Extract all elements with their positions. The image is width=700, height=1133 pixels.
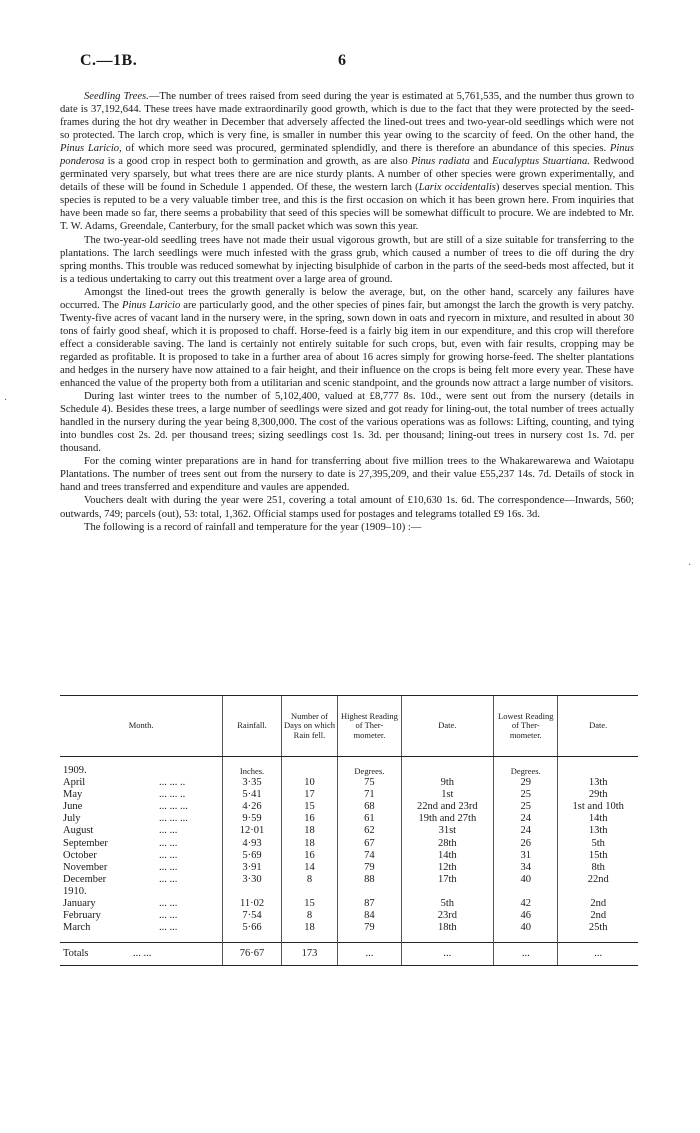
highest-reading-cell: 71 [338, 789, 401, 801]
empty-cell [401, 765, 493, 777]
lowest-reading-cell: 46 [494, 910, 558, 922]
table-row [60, 801, 638, 813]
lowest-reading-cell: 40 [494, 922, 558, 934]
highest-date-cell: 12th [401, 862, 493, 874]
paragraph [60, 90, 634, 234]
italic-term: Pinus Laricio, [60, 143, 122, 155]
month-cell [60, 777, 223, 789]
year-label: 1910. [63, 885, 87, 897]
rainfall-cell: 5·69 [223, 850, 281, 862]
empty-cell [223, 886, 281, 898]
rainfall-cell: 3·35 [223, 777, 281, 789]
rain-days-cell: 17 [281, 789, 337, 801]
highest-reading-cell: 79 [338, 922, 401, 934]
unit-lowest: Degrees. [494, 765, 558, 777]
lowest-date-cell: 1st and 10th [558, 801, 638, 813]
header-rain-days: Number of Days on which Rain fell. [281, 696, 337, 757]
highest-date-cell: 28th [401, 838, 493, 850]
text-run: The two-year-old seedling trees have not made their usual vigorous growth, but are still of a size suitable for transferring to the plantations. The larch seedlings were much infested with the grass grub, which caused a number of trees to die off during the dry spring months. This trouble was reduced somewhat by injecting bisulphide of carbon in the parts of the seed-beds most affected, but it is a tedious undertaking to carry out this treatment over a large area of ground. [60, 234, 634, 285]
lowest-date-cell: 13th [558, 777, 638, 789]
empty-cell [60, 934, 223, 943]
month-cell [60, 910, 223, 922]
year-row-1909 [60, 765, 638, 777]
header-low-date: Date. [558, 696, 638, 757]
text-run: is a good crop in respect both to germination and growth, as are also [104, 156, 412, 168]
empty-cell [401, 934, 493, 943]
unit-rainfall: Inches. [223, 765, 281, 777]
month-name: May [63, 789, 83, 801]
lowest-date-cell: 29th [558, 789, 638, 801]
month-cell [60, 838, 223, 850]
text-run: —The number of trees raised from seed during the year is estimated at 5,761,535, and the number thus grown to date is 37,192,644. These trees have made extraordinarily good growth, which is due to the fact that they were protected by the seed-frames during the hot dry weather in December that adversely affected the lined-out trees and two-year-old seedlings which were not so protected. The larch crop, which is very fine, is smaller in number this year owing to the scarcity of feed. On the other hand, the [60, 91, 634, 142]
totals-row [60, 943, 638, 966]
highest-reading-cell: 67 [338, 838, 401, 850]
lowest-date-cell: 2nd [558, 910, 638, 922]
table-row [60, 922, 638, 934]
leader-dots: ... ... .. [159, 789, 186, 801]
table-header-row [60, 696, 638, 757]
month-cell [60, 850, 223, 862]
rainfall-cell: 4·93 [223, 838, 281, 850]
month-name: August [63, 825, 94, 837]
month-name: December [63, 873, 107, 885]
leader-dots: ... ... ... [159, 813, 188, 825]
text-run: The following is a record of rainfall and temperature for the year (1909–10) :— [84, 521, 422, 533]
leader-dots: ... ... [159, 825, 178, 837]
empty-cell [494, 934, 558, 943]
highest-date-cell: 14th [401, 850, 493, 862]
lowest-date-cell: 5th [558, 838, 638, 850]
table-row [60, 874, 638, 886]
rainfall-cell: 4·26 [223, 801, 281, 813]
italic-term: Eucalyptus Stuartiana. [492, 156, 590, 168]
lowest-reading-cell: 25 [494, 801, 558, 813]
leader-dots: ... ... [159, 922, 178, 934]
rainfall-cell: 12·01 [223, 825, 281, 837]
leader-dots: ... ... .. [159, 777, 186, 789]
month-name: February [63, 910, 101, 922]
italic-term: Pinus radiata [411, 156, 470, 168]
italic-term: Seedling Trees. [84, 91, 149, 102]
empty-cell [401, 886, 493, 898]
page-number: 6 [338, 52, 346, 69]
empty-cell [338, 934, 401, 943]
highest-reading-cell: 87 [338, 898, 401, 910]
empty-cell [558, 934, 638, 943]
empty-cell [281, 886, 337, 898]
text-run: are particularly good, and the other species of pines fair, but amongst the larch the growth is very patchy. Twenty-five acres of vacant land in the nursery were, in the spring, sown down in oats and ryecorn in mixture, and resulted in about 30 tons of fairly good sheaf, which it is proposed to chaff. Horse-feed is a fairly big item in our expenditure, and this crop will therefore effect a considerable saving. The land is certainly not entirely suitable for such crops, but, even with fair results, cropping may be regarded as profitable. It is proposed to take in a further area of about 16 acres simply for growing horse-feed. The shelter plantations and hedges in the nursery have now attained to a fair height, and their influence on the crops is being felt more every year. These have enhanced the value of the property both from a utilitarian and scenic standpoint, and the grounds now attract a large number of visitors. [60, 299, 635, 390]
leader-dots: ... ... [159, 837, 178, 849]
text-run: Amongst the lined-out trees the growth generally is below the average, but, on the other hand, scarcely any failures have occurred. The [60, 286, 634, 311]
month-name: March [63, 922, 91, 934]
highest-reading-cell: 79 [338, 862, 401, 874]
highest-date-cell: 5th [401, 898, 493, 910]
month-name: June [63, 801, 83, 813]
lowest-reading-cell: 29 [494, 777, 558, 789]
highest-reading-cell: 68 [338, 801, 401, 813]
total-high-date: ... [401, 943, 493, 966]
rainfall-cell: 11·02 [223, 898, 281, 910]
rain-days-cell: 15 [281, 898, 337, 910]
lowest-reading-cell: 31 [494, 850, 558, 862]
lowest-date-cell: 15th [558, 850, 638, 862]
text-run: and [469, 156, 493, 168]
lowest-date-cell: 8th [558, 862, 638, 874]
italic-term: Pinus ponderosa [60, 143, 635, 168]
rain-days-cell: 15 [281, 801, 337, 813]
header-highest: Highest Reading of Ther-mometer. [338, 696, 401, 757]
rainfall-cell: 9·59 [223, 813, 281, 825]
rainfall-cell: 5·41 [223, 789, 281, 801]
lowest-date-cell: 14th [558, 813, 638, 825]
table-row [60, 850, 638, 862]
leader-dots: ... ... [159, 910, 178, 922]
document-reference: C.—1B. [80, 52, 138, 69]
italic-term: Pinus Laricio [121, 299, 181, 311]
empty-cell [223, 934, 281, 943]
table-row [60, 825, 638, 837]
total-highest: ... [338, 943, 401, 966]
lowest-reading-cell: 42 [494, 898, 558, 910]
highest-reading-cell: 61 [338, 813, 401, 825]
rain-days-cell: 10 [281, 777, 337, 789]
rainfall-table-wrapper [60, 695, 638, 966]
paragraph [60, 234, 634, 286]
leader-dots: ... ... [159, 873, 178, 885]
table-spacer-row [60, 934, 638, 943]
empty-cell [338, 886, 401, 898]
leader-dots: ... ... [159, 861, 178, 873]
total-low-date: ... [558, 943, 638, 966]
year-label: 1909. [63, 765, 87, 776]
month-cell [60, 825, 223, 837]
rain-days-cell: 8 [281, 910, 337, 922]
margin-mark: · [688, 560, 692, 571]
month-cell [60, 813, 223, 825]
rainfall-cell: 7·54 [223, 910, 281, 922]
rain-days-cell: 18 [281, 825, 337, 837]
leader-dots: ... ... [159, 849, 178, 861]
year-row-1910 [60, 886, 638, 898]
month-cell [60, 862, 223, 874]
text-run: of which more seed was procured, germinated splendidly, and there is therefore an abundance of this species. [121, 143, 610, 155]
empty-cell [281, 765, 337, 777]
leader-dots: ... ... [133, 948, 152, 960]
month-name: September [63, 837, 108, 849]
table-row [60, 777, 638, 789]
month-name: November [63, 861, 108, 873]
lowest-date-cell: 2nd [558, 898, 638, 910]
highest-reading-cell: 84 [338, 910, 401, 922]
month-cell [60, 898, 223, 910]
month-name: October [63, 849, 97, 861]
lowest-reading-cell: 34 [494, 862, 558, 874]
highest-date-cell: 1st [401, 789, 493, 801]
empty-cell [281, 934, 337, 943]
month-cell [60, 874, 223, 886]
total-rain-days: 173 [281, 943, 337, 966]
highest-date-cell: 22nd and 23rd [401, 801, 493, 813]
text-run: During last winter trees to the number of 5,102,400, valued at £8,777 8s. 10d., were sent out from the nursery (details in Schedule 4). Besides these trees, a large number of seedlings were sized and got ready for lining-out, the total number of trees actually handled in the nursery during the year being 8,300,000. The cost of the various operations was as follows: Lifting, counting, and tying into bundles cost 2s. 2d. per thousand trees; sizing seedlings cost 1s. 3d. per thousand; lining-out trees in nursery cost 1s. 7d. per thousand. [60, 391, 634, 455]
lowest-reading-cell: 25 [494, 789, 558, 801]
paragraph [60, 521, 634, 534]
paragraph [60, 494, 634, 520]
empty-cell [558, 886, 638, 898]
highest-date-cell: 31st [401, 825, 493, 837]
paragraph [60, 286, 634, 390]
paragraph [60, 455, 634, 494]
month-cell [60, 801, 223, 813]
rainfall-cell: 5·66 [223, 922, 281, 934]
highest-reading-cell: 88 [338, 874, 401, 886]
lowest-date-cell: 22nd [558, 874, 638, 886]
paragraph [60, 390, 634, 455]
rainfall-cell: 3·30 [223, 874, 281, 886]
highest-reading-cell: 75 [338, 777, 401, 789]
highest-date-cell: 17th [401, 874, 493, 886]
rainfall-temperature-table [60, 695, 638, 966]
rainfall-cell: 3·91 [223, 862, 281, 874]
month-name: January [63, 898, 96, 910]
page-header [80, 52, 640, 72]
empty-cell [494, 886, 558, 898]
table-row [60, 898, 638, 910]
total-lowest: ... [494, 943, 558, 966]
rain-days-cell: 16 [281, 813, 337, 825]
highest-reading-cell: 62 [338, 825, 401, 837]
table-row [60, 910, 638, 922]
italic-term: Larix occidentalis [418, 182, 496, 194]
table-row [60, 862, 638, 874]
margin-mark: · [4, 395, 8, 406]
lowest-date-cell: 13th [558, 825, 638, 837]
text-run: For the coming winter preparations are in hand for transferring about five million trees to the Whakarewarewa and Waiotapu Plantations. The number of trees sent out from the nursery to date is 27,395,209, and their value £55,237 14s. 7d. Details of stock in hand and trees transferred and expenditure and vaules are appended. [60, 456, 634, 494]
report-body [60, 90, 634, 534]
text-run: ) deserves special mention. This species is reputed to be a very valuable timber tree, and this is the first occasion on which it has been grown here. From inquiries that have been made so far, there seems a probability that seed of this species will be somewhat difficult to procure. We are indebted to Mr. T. W. Adams, Greendale, Canterbury, for the small packet which was sown this year. [60, 182, 634, 233]
header-month: Month. [60, 696, 223, 757]
table-body [60, 757, 638, 966]
month-name: July [63, 813, 81, 825]
month-cell [60, 922, 223, 934]
lowest-reading-cell: 26 [494, 838, 558, 850]
lowest-reading-cell: 24 [494, 813, 558, 825]
month-cell [60, 789, 223, 801]
header-rainfall: Rainfall. [223, 696, 281, 757]
lowest-reading-cell: 24 [494, 825, 558, 837]
highest-date-cell: 18th [401, 922, 493, 934]
leader-dots: ... ... ... [159, 801, 188, 813]
rain-days-cell: 18 [281, 922, 337, 934]
lowest-reading-cell: 40 [494, 874, 558, 886]
highest-reading-cell: 74 [338, 850, 401, 862]
rain-days-cell: 16 [281, 850, 337, 862]
highest-date-cell: 19th and 27th [401, 813, 493, 825]
text-run: Redwood germinated very sparsely, but what trees there are are nice sturdy plants. A number of other species were grown experimentally, and details of these will be found in Schedule 1 appended. Of these, the western larch ( [60, 156, 634, 194]
rain-days-cell: 8 [281, 874, 337, 886]
header-lowest: Lowest Reading of Ther-mometer. [494, 696, 558, 757]
totals-label-cell [60, 943, 223, 966]
text-run: Vouchers dealt with during the year were 251, covering a total amount of £10,630 1s. 6d. The correspondence—Inwards, 560; outwards, 749; parcels (out), 53: total, 1,362. Official stamps used for postages and telegrams totalled £9 16s. 3d. [60, 495, 634, 520]
highest-date-cell: 23rd [401, 910, 493, 922]
lowest-date-cell: 25th [558, 922, 638, 934]
month-name: April [63, 777, 86, 789]
rain-days-cell: 14 [281, 862, 337, 874]
totals-label: Totals [63, 948, 89, 960]
table-row [60, 838, 638, 850]
rain-days-cell: 18 [281, 838, 337, 850]
unit-highest: Degrees. [338, 765, 401, 777]
header-high-date: Date. [401, 696, 493, 757]
total-rainfall: 76·67 [223, 943, 281, 966]
leader-dots: ... ... [159, 898, 178, 910]
table-spacer-row [60, 757, 638, 766]
highest-date-cell: 9th [401, 777, 493, 789]
empty-cell [558, 765, 638, 777]
table-row [60, 813, 638, 825]
table-row [60, 789, 638, 801]
